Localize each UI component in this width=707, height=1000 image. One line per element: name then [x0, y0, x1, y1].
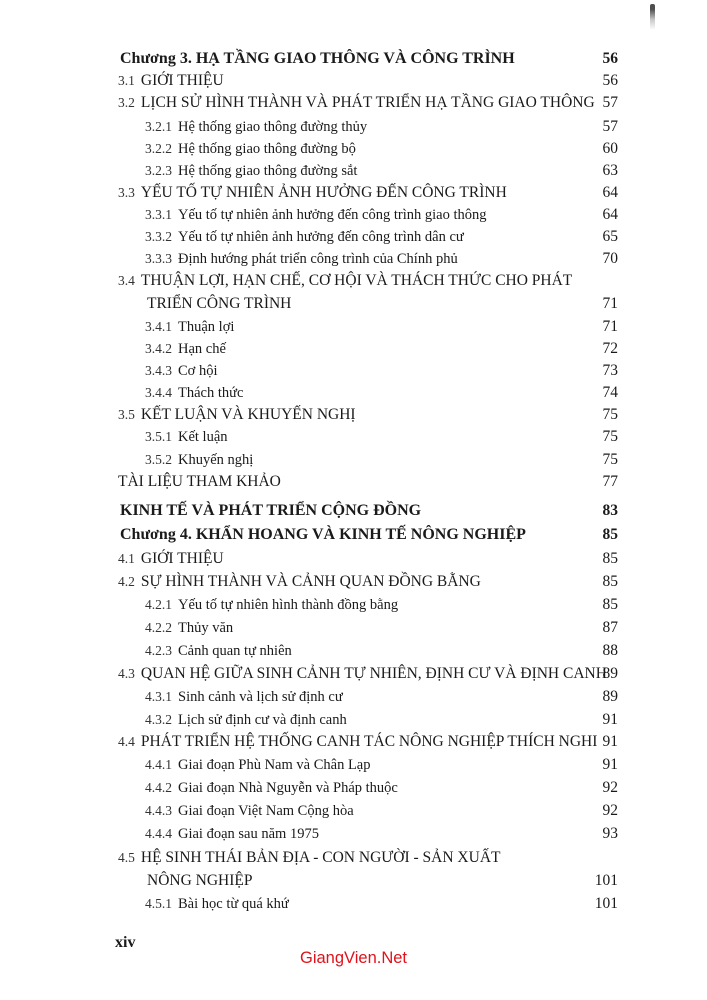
section-title: Giai đoạn Nhà Nguyễn và Pháp thuộc: [178, 780, 398, 796]
toc-entry-title: [145, 138, 356, 160]
section-title: Thủy văn: [178, 620, 234, 636]
toc-page-number: 101: [594, 895, 618, 912]
toc-entry: [0, 893, 707, 915]
toc-entry: [0, 204, 707, 226]
toc-entry: [0, 226, 707, 248]
section-title: TRIỂN CÔNG TRÌNH: [147, 295, 292, 312]
toc-page-number: 71: [602, 318, 618, 335]
toc-entry-title: [118, 270, 572, 292]
toc-page-number: 85: [602, 550, 618, 567]
toc-entry: [0, 449, 707, 471]
toc-entry-title: [145, 594, 398, 616]
toc-page-number: 72: [602, 340, 618, 357]
toc-page-number: 56: [602, 50, 618, 67]
toc-entry-title: [145, 116, 367, 138]
section-title: Khuyến nghị: [178, 452, 254, 468]
toc-page-number: 85: [602, 526, 618, 543]
toc-page-number: 56: [602, 72, 618, 89]
section-title: Hệ thống giao thông đường thủy: [178, 119, 368, 135]
toc-entry-title: [118, 731, 597, 753]
toc-page-number: 89: [602, 688, 618, 705]
toc-page-number: 88: [602, 642, 618, 659]
toc-page-number: 57: [602, 118, 618, 135]
toc-entry-title: [147, 293, 291, 315]
page-number: xiv: [115, 934, 136, 951]
toc-entry: [0, 777, 707, 799]
section-number: 3.2.1: [145, 119, 172, 134]
section-number: 4.2.3: [145, 643, 172, 658]
section-number: 4.3: [118, 666, 135, 681]
toc-entry-title: [120, 500, 421, 522]
toc-entry-title: [145, 226, 464, 248]
toc-entry-title: [118, 548, 224, 570]
toc-entry-title: [145, 686, 343, 708]
toc-entry-title: [118, 404, 356, 426]
section-title: Giai đoạn sau năm 1975: [178, 826, 319, 842]
section-number: 4.4.3: [145, 803, 172, 818]
section-number: 4.3.2: [145, 712, 172, 727]
section-title: Cảnh quan tự nhiên: [178, 643, 292, 659]
toc-entry: [0, 293, 707, 315]
toc-entry: [0, 823, 707, 845]
section-title: TÀI LIỆU THAM KHẢO: [118, 473, 281, 490]
section-number: 3.4.3: [145, 363, 172, 378]
toc-entry: [0, 870, 707, 892]
section-title: LỊCH SỬ HÌNH THÀNH VÀ PHÁT TRIỂN HẠ TẦNG GIAO THÔNG: [140, 94, 595, 111]
section-title: GIỚI THIỆU: [140, 72, 224, 89]
toc-page-number: 83: [602, 502, 618, 519]
toc-entry: [0, 731, 707, 753]
toc-entry-title: [145, 204, 487, 226]
toc-entry-title: [118, 847, 501, 869]
toc-page-number: 60: [602, 140, 618, 157]
section-number: 3.5: [118, 407, 135, 422]
toc-entry: [0, 686, 707, 708]
toc-entry: [0, 404, 707, 426]
toc-page-number: 101: [594, 872, 618, 889]
toc-entry: [0, 471, 707, 493]
section-title: Bài học từ quá khứ: [178, 896, 289, 912]
toc-page-number: 75: [602, 406, 618, 423]
toc-entry-title: [118, 663, 607, 685]
section-title: Yếu tố tự nhiên ảnh hưởng đến công trình giao thông: [178, 207, 487, 223]
toc-entry: [0, 92, 707, 114]
toc-entry: [0, 426, 707, 448]
toc-entry: [0, 800, 707, 822]
section-title: SỰ HÌNH THÀNH VÀ CẢNH QUAN ĐỒNG BẰNG: [140, 573, 481, 590]
toc-entry: [0, 663, 707, 685]
toc-entry: [0, 640, 707, 662]
toc-page-number: 71: [602, 295, 618, 312]
toc-entry: [0, 48, 707, 70]
toc-entry: [0, 500, 707, 522]
section-title: Sinh cảnh và lịch sử định cư: [178, 689, 343, 705]
toc-page-number: 70: [602, 250, 618, 267]
section-title: THUẬN LỢI, HẠN CHẾ, CƠ HỘI VÀ THÁCH THỨC CHO PHÁT: [140, 272, 573, 289]
section-number: 4.4.2: [145, 780, 172, 795]
section-number: 4.5: [118, 850, 135, 865]
toc-page-number: 93: [602, 825, 618, 842]
section-title: Cơ hội: [178, 363, 218, 379]
section-number: 4.5.1: [145, 896, 172, 911]
toc-entry-title: [145, 338, 226, 360]
toc-entry: [0, 270, 707, 292]
toc-page-number: 91: [602, 711, 618, 728]
toc-page-number: 64: [602, 184, 618, 201]
toc-page-number: 91: [602, 733, 618, 750]
toc-entry-title: [145, 248, 458, 270]
toc-entry: [0, 617, 707, 639]
toc-entry-title: [145, 382, 243, 404]
section-number: 3.3.1: [145, 207, 172, 222]
section-number: 3.4.4: [145, 385, 172, 400]
toc-entry-title: [120, 48, 515, 70]
toc-entry: [0, 160, 707, 182]
toc-entry-title: [145, 316, 234, 338]
section-number: 4.2.2: [145, 620, 172, 635]
toc-entry-title: [118, 571, 481, 593]
toc-entry: [0, 116, 707, 138]
toc-page-number: 85: [602, 596, 618, 613]
section-number: 3.5.1: [145, 429, 172, 444]
toc-entry-title: [120, 524, 526, 546]
toc-entry-title: [118, 182, 507, 204]
toc-entry-title: [145, 426, 228, 448]
section-number: 4.4: [118, 734, 135, 749]
section-title: Thách thức: [178, 385, 244, 401]
toc-entry: [0, 524, 707, 546]
scan-artifact: [650, 4, 655, 30]
toc-entry: [0, 70, 707, 92]
section-number: 3.2.2: [145, 141, 172, 156]
section-number: 3.2.3: [145, 163, 172, 178]
toc-page-number: 73: [602, 362, 618, 379]
toc-entry: [0, 248, 707, 270]
toc-page-number: 64: [602, 206, 618, 223]
toc-entry: [0, 182, 707, 204]
toc-entry: [0, 754, 707, 776]
section-number: 4.4.1: [145, 757, 172, 772]
toc-page-number: 85: [602, 573, 618, 590]
section-number: 4.3.1: [145, 689, 172, 704]
section-title: GIỚI THIỆU: [140, 550, 224, 567]
section-number: 3.5.2: [145, 452, 172, 467]
section-number: 4.2: [118, 574, 135, 589]
section-number: 3.2: [118, 95, 135, 110]
section-title: QUAN HỆ GIỮA SINH CẢNH TỰ NHIÊN, ĐỊNH CƯ VÀ ĐỊNH CANH: [140, 665, 607, 682]
toc-entry-title: [145, 823, 319, 845]
section-title: YẾU TỐ TỰ NHIÊN ẢNH HƯỞNG ĐẾN CÔNG TRÌNH: [140, 184, 507, 201]
section-number: 3.3.3: [145, 251, 172, 266]
section-title: Chương 4. KHẨN HOANG VÀ KINH TẾ NÔNG NGHIỆP: [120, 526, 526, 543]
section-title: Hệ thống giao thông đường sắt: [178, 163, 358, 179]
section-title: Chương 3. HẠ TẦNG GIAO THÔNG VÀ CÔNG TRÌNH: [120, 50, 515, 67]
section-number: 3.4: [118, 273, 135, 288]
toc-page-number: 63: [602, 162, 618, 179]
toc-entry-title: [118, 471, 281, 493]
toc-entry: [0, 571, 707, 593]
section-title: Kết luận: [178, 429, 228, 445]
toc-page-number: 65: [602, 228, 618, 245]
toc-page-number: 92: [602, 802, 618, 819]
toc-entry: [0, 316, 707, 338]
toc-page-number: 75: [602, 451, 618, 468]
toc-page-number: 57: [602, 94, 618, 111]
toc-entry-title: [145, 777, 398, 799]
section-title: KINH TẾ VÀ PHÁT TRIỂN CỘNG ĐỒNG: [120, 502, 422, 519]
section-title: Yếu tố tự nhiên hình thành đồng bằng: [178, 597, 399, 613]
section-number: 3.3: [118, 185, 135, 200]
section-title: KẾT LUẬN VÀ KHUYẾN NGHỊ: [140, 406, 356, 423]
toc-entry: [0, 548, 707, 570]
toc-entry-title: [118, 70, 224, 92]
section-title: Lịch sử định cư và định canh: [178, 712, 347, 728]
watermark: GiangVien.Net: [299, 949, 408, 967]
section-title: Giai đoạn Việt Nam Cộng hòa: [178, 803, 354, 819]
section-title: PHÁT TRIỂN HỆ THỐNG CANH TÁC NÔNG NGHIỆP THÍCH NGHI: [140, 733, 598, 750]
toc-entry: [0, 360, 707, 382]
section-title: NÔNG NGHIỆP: [147, 872, 253, 889]
toc-page-number: 92: [602, 779, 618, 796]
toc-entry-title: [147, 870, 252, 892]
toc-entry-title: [145, 709, 347, 731]
section-title: Giai đoạn Phù Nam và Chân Lạp: [178, 757, 371, 773]
toc-entry-title: [145, 800, 354, 822]
toc-entry-title: [145, 360, 218, 382]
section-number: 4.2.1: [145, 597, 172, 612]
toc-page-number: 91: [602, 756, 618, 773]
section-number: 4.4.4: [145, 826, 172, 841]
toc-entry-title: [145, 617, 233, 639]
section-title: Yếu tố tự nhiên ảnh hưởng đến công trình dân cư: [178, 229, 464, 245]
toc-page-number: 89: [602, 665, 618, 682]
toc-entry-title: [118, 92, 595, 114]
toc-entry-title: [145, 449, 253, 471]
section-number: 3.4.2: [145, 341, 172, 356]
section-number: 3.1: [118, 73, 135, 88]
toc-entry-title: [145, 754, 371, 776]
section-title: Hạn chế: [178, 341, 226, 357]
toc-entry-title: [145, 160, 357, 182]
toc-entry-title: [145, 893, 289, 915]
toc-entry: [0, 382, 707, 404]
section-number: 4.1: [118, 551, 135, 566]
toc-entry: [0, 709, 707, 731]
toc-entry: [0, 338, 707, 360]
section-title: Thuận lợi: [178, 319, 235, 335]
toc-page-number: 77: [602, 473, 618, 490]
section-title: HỆ SINH THÁI BẢN ĐỊA - CON NGƯỜI - SẢN XUẤT: [140, 849, 501, 866]
toc-entry: [0, 594, 707, 616]
section-number: 3.4.1: [145, 319, 172, 334]
section-title: Định hướng phát triển công trình của Chính phủ: [178, 251, 458, 267]
section-number: 3.3.2: [145, 229, 172, 244]
toc-page-number: 87: [602, 619, 618, 636]
toc-entry-title: [145, 640, 292, 662]
toc-entry: [0, 847, 707, 869]
toc-page-number: 75: [602, 428, 618, 445]
toc-entry: [0, 138, 707, 160]
section-title: Hệ thống giao thông đường bộ: [178, 141, 356, 157]
toc-page-number: 74: [602, 384, 618, 401]
